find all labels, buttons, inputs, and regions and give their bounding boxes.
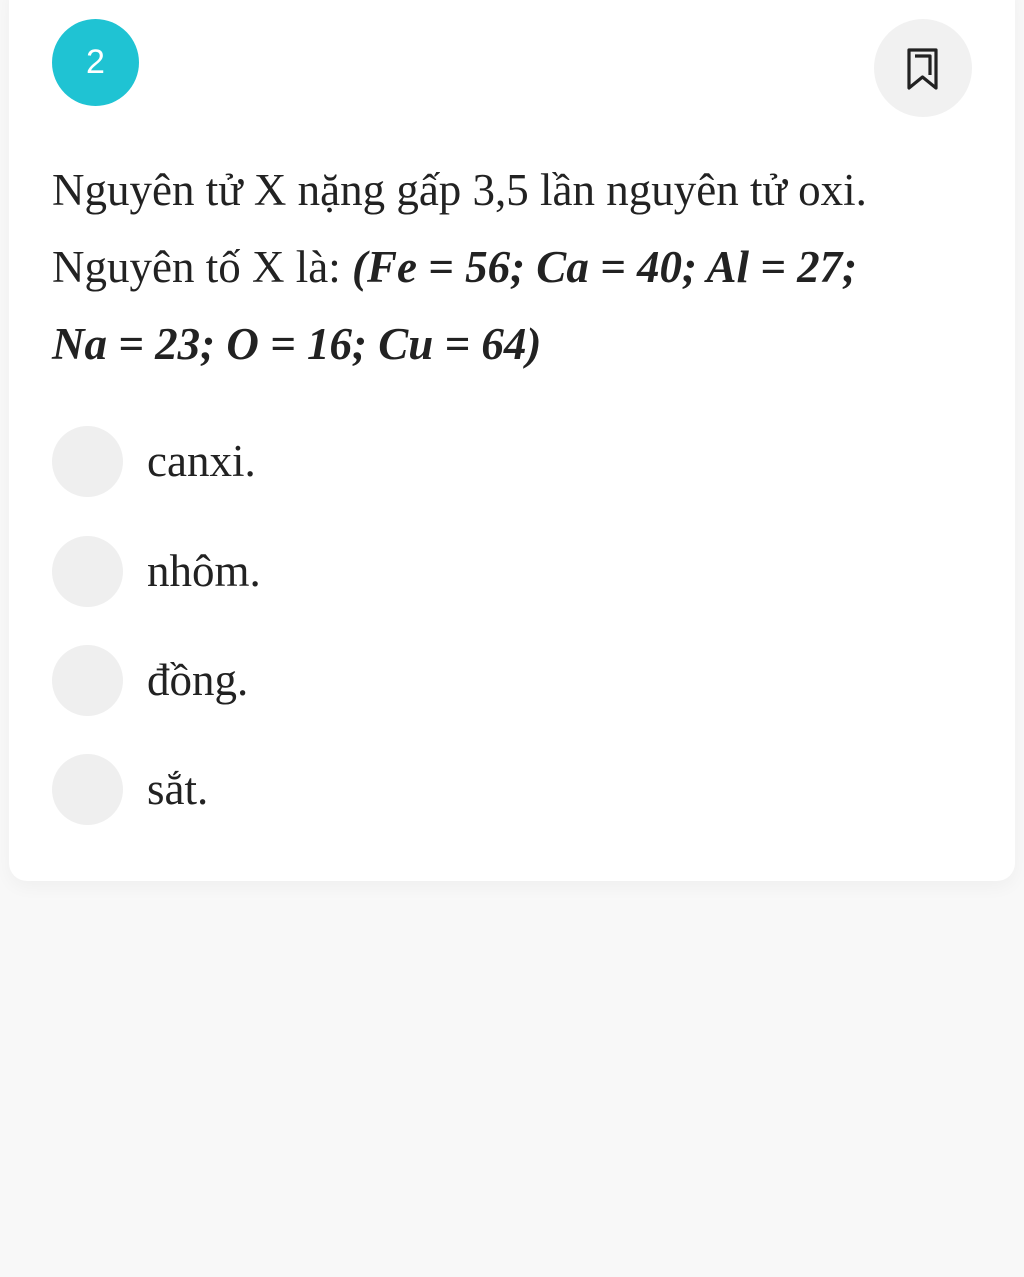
answer-option-c[interactable]	[52, 644, 552, 716]
answer-option-d[interactable]	[52, 753, 552, 825]
question-text-block	[52, 152, 982, 383]
atomic-masses-line1: (Fe = 56; Ca = 40; Al = 27;	[351, 242, 858, 292]
radio-button[interactable]	[52, 754, 123, 825]
option-label: canxi.	[147, 436, 256, 486]
radio-button[interactable]	[52, 536, 123, 607]
option-label: đồng.	[147, 655, 249, 705]
answer-option-a[interactable]	[52, 425, 552, 497]
question-number: 2	[86, 43, 105, 81]
question-text: Nguyên tử X nặng gấp 3,5 lần nguyên tử oxi. Nguyên tố X là:	[52, 165, 867, 292]
option-label: nhôm.	[147, 546, 261, 596]
radio-button[interactable]	[52, 426, 123, 497]
bookmark-icon	[903, 44, 943, 92]
answer-option-b[interactable]	[52, 535, 552, 607]
option-label: sắt.	[147, 764, 209, 814]
atomic-masses-line2: Na = 23; O = 16; Cu = 64)	[52, 319, 542, 369]
radio-button[interactable]	[52, 645, 123, 716]
bookmark-button[interactable]	[874, 19, 972, 117]
question-number-badge	[52, 19, 139, 106]
